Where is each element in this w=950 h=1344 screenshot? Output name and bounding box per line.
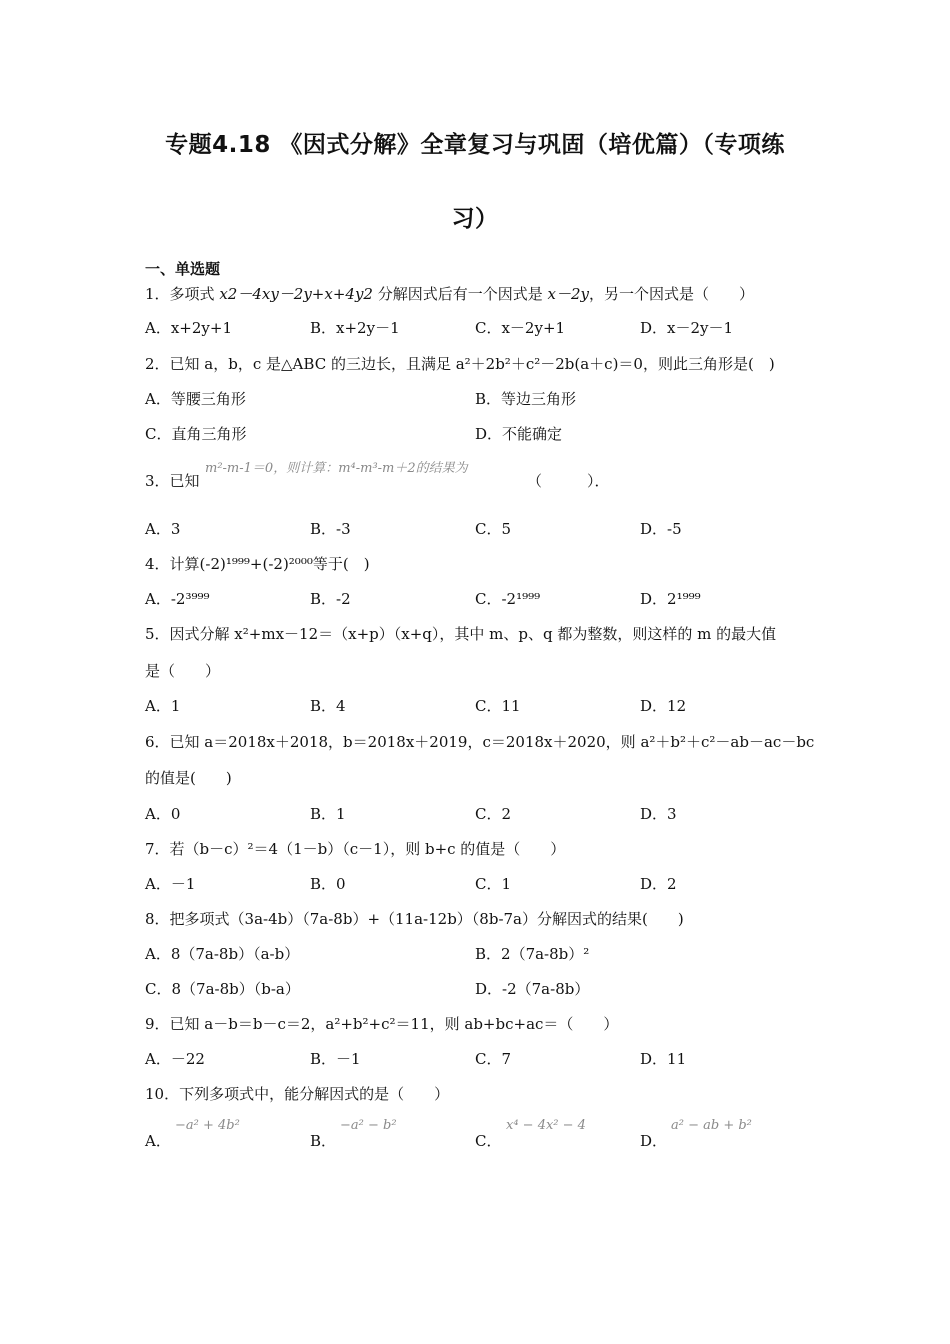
question-7: 7．若（b－c）²＝4（1－b）（c－1），则 b+c 的值是（ ） (145, 840, 566, 858)
q10-formula-a: −a² + 4b² (175, 1118, 240, 1133)
q5-option-b[interactable]: B．4 (310, 697, 346, 715)
q6-option-a[interactable]: A．0 (145, 805, 181, 823)
q9-option-b[interactable]: B．－1 (310, 1050, 361, 1068)
q6-option-d[interactable]: D．3 (640, 805, 677, 823)
q7-option-d[interactable]: D．2 (640, 875, 677, 893)
question-6-line-1: 6．已知 a＝2018x＋2018，b＝2018x＋2019，c＝2018x＋2020，则 a²＋b²＋c²－ab－ac－bc (145, 733, 815, 751)
q7-option-c[interactable]: C．1 (475, 875, 512, 893)
q10-option-c[interactable]: C． (475, 1132, 502, 1150)
q2-option-c[interactable]: C．直角三角形 (145, 425, 247, 443)
q3-option-d[interactable]: D．-5 (640, 520, 682, 538)
q2-option-d[interactable]: D．不能确定 (475, 425, 563, 443)
q10-option-d[interactable]: D． (640, 1132, 668, 1150)
question-5-line-1: 5．因式分解 x²+mx－12＝（x+p）（x+q），其中 m、p、q 都为整数，则这样的 m 的最大值 (145, 625, 777, 643)
q9-option-a[interactable]: A．－22 (145, 1050, 205, 1068)
question-2: 2．已知 a，b，c 是△ABC 的三边长，且满足 a²＋2b²＋c²－2b(a＋c)＝0，则此三角形是( ) (145, 355, 775, 373)
q3-option-c[interactable]: C．5 (475, 520, 512, 538)
q7-option-b[interactable]: B．0 (310, 875, 346, 893)
q1-option-b[interactable]: B．x+2y－1 (310, 319, 400, 337)
question-3-prefix: 3．已知 (145, 472, 200, 490)
q10-formula-d: a² − ab + b² (671, 1118, 752, 1133)
question-4: 4．计算(-2)¹⁹⁹⁹+(-2)²⁰⁰⁰等于( ) (145, 555, 370, 573)
q6-option-c[interactable]: C．2 (475, 805, 512, 823)
q2-option-a[interactable]: A．等腰三角形 (145, 390, 246, 408)
q8-option-b[interactable]: B．2（7a-8b）² (475, 945, 590, 963)
q1-known-factor: x－2y (547, 285, 589, 303)
q7-option-a[interactable]: A．－1 (145, 875, 196, 893)
q4-option-c[interactable]: C．-2¹⁹⁹⁹ (475, 590, 541, 608)
q6-option-b[interactable]: B．1 (310, 805, 346, 823)
question-6-line-2: 的值是( ) (145, 769, 232, 787)
q3-formula-image: m²-m-1＝0，则计算：m⁴-m³-m＋2的结果为 (205, 461, 468, 476)
q1-option-c[interactable]: C．x－2y+1 (475, 319, 566, 337)
q5-option-a[interactable]: A．1 (145, 697, 181, 715)
q4-option-d[interactable]: D．2¹⁹⁹⁹ (640, 590, 701, 608)
question-5-line-2: 是（ ） (145, 662, 221, 680)
q5-option-d[interactable]: D．12 (640, 697, 687, 715)
q1-option-a[interactable]: A．x+2y+1 (145, 319, 232, 337)
q8-option-a[interactable]: A．8（7a-8b）（a-b） (145, 945, 300, 963)
section-heading: 一、单选题 (145, 260, 221, 278)
question-8: 8．把多项式（3a-4b）（7a-8b）+（11a-12b）（8b-7a）分解因式的结果( ) (145, 910, 684, 928)
q10-option-b[interactable]: B． (310, 1132, 337, 1150)
page-title-continued: 习） (451, 206, 499, 232)
q2-option-b[interactable]: B．等边三角形 (475, 390, 577, 408)
question-3-suffix: （ ）． (527, 472, 610, 490)
q8-option-c[interactable]: C．8（7a-8b）（b-a） (145, 980, 300, 998)
q10-formula-c: x⁴ − 4x² − 4 (506, 1118, 586, 1133)
q1-option-d[interactable]: D．x－2y－1 (640, 319, 734, 337)
q9-option-d[interactable]: D．11 (640, 1050, 687, 1068)
q9-option-c[interactable]: C．7 (475, 1050, 512, 1068)
q3-option-b[interactable]: B．-3 (310, 520, 351, 538)
q5-option-c[interactable]: C．11 (475, 697, 521, 715)
q8-option-d[interactable]: D．-2（7a-8b） (475, 980, 590, 998)
q10-formula-b: −a² − b² (340, 1118, 397, 1133)
question-10: 10．下列多项式中，能分解因式的是（ ） (145, 1085, 450, 1103)
q4-option-a[interactable]: A．-2³⁹⁹⁹ (145, 590, 210, 608)
question-1: 1．多项式 x2－4xy－2y+x+4y2 分解因式后有一个因式是 x－2y，另一个因式是（ ） (145, 285, 755, 303)
q10-option-a[interactable]: A． (145, 1132, 171, 1150)
q1-polynomial: x2－4xy－2y+x+4y2 (219, 285, 373, 303)
q4-option-b[interactable]: B．-2 (310, 590, 351, 608)
question-9: 9．已知 a－b＝b－c＝2，a²+b²+c²＝11，则 ab+bc+ac＝（ ） (145, 1015, 619, 1033)
page-title: 专题4.18 《因式分解》全章复习与巩固（培优篇）（专项练 (165, 132, 785, 158)
q3-option-a[interactable]: A．3 (145, 520, 181, 538)
